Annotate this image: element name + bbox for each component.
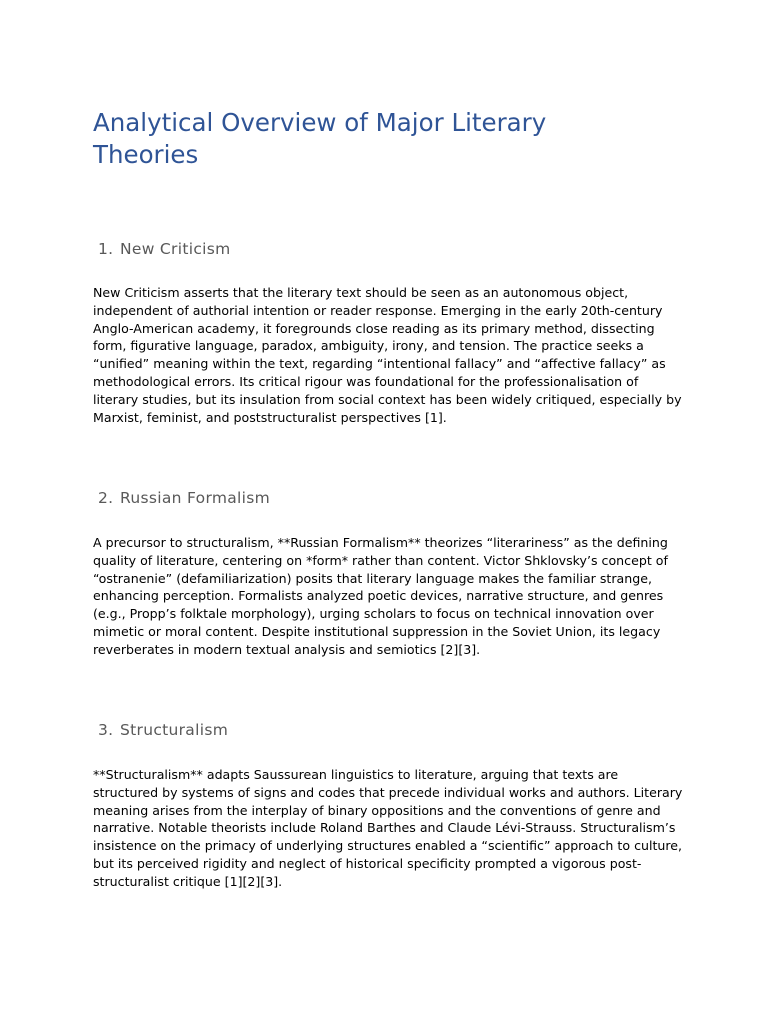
section-body-new-criticism: New Criticism asserts that the literary text should be seen as an autonomous object, independent of authorial intention or reader response. Emerging in the early 20th-century Anglo-American academy, it foregrounds close reading as its primary method, dissecting form, figurative language, paradox, ambiguity, irony, and tension. The practice seeks a “unified” meaning within the text, regarding “intentional fallacy” and “affective fallacy” as methodological errors. Its critical rigour was foundational for the professionalisation of literary studies, but its insulation from social context has been widely critiqued, especially by Marxist, feminist, and poststructuralist perspectives [1]. — [93, 285, 682, 425]
section-number: 1. — [98, 240, 114, 258]
section-heading-structuralism — [98, 720, 228, 740]
section-heading-text: Russian Formalism — [120, 489, 271, 507]
section-heading-text: Structuralism — [120, 721, 229, 739]
section-body-russian-formalism: A precursor to structuralism, **Russian Formalism** theorizes “literariness” as the defining quality of literature, centering on *form* rather than content. Victor Shklovsky’s concept of “ostranenie” (defamiliarization) posits that literary language makes the familiar strange, enhancing perception. Formalists analyzed poetic devices, narrative structure, and genres (e.g., Propp’s folktale morphology), urging scholars to focus on technical innovation over mimetic or moral content. Despite institutional suppression in the Soviet Union, its legacy reverberates in modern textual analysis and semiotics [2][3]. — [93, 535, 668, 657]
document-title: Analytical Overview of Major Literary Theories — [93, 108, 547, 169]
section-number: 3. — [98, 721, 114, 739]
section-heading-new-criticism — [98, 239, 231, 259]
section-number: 2. — [98, 489, 114, 507]
section-heading-russian-formalism — [98, 488, 270, 508]
section-heading-text: New Criticism — [120, 240, 231, 258]
section-body-structuralism: **Structuralism** adapts Saussurean linguistics to literature, arguing that texts are structured by systems of signs and codes that precede individual works and authors. Literary meaning arises from the interplay of binary oppositions and the conventions of genre and narrative. Notable theorists include Roland Barthes and Claude Lévi-Strauss. Structuralism’s insistence on the primacy of underlying structures enabled a “scientific” approach to culture, but its perceived rigidity and neglect of historical specificity prompted a vigorous post-structuralist critique [1][2][3]. — [93, 767, 683, 889]
